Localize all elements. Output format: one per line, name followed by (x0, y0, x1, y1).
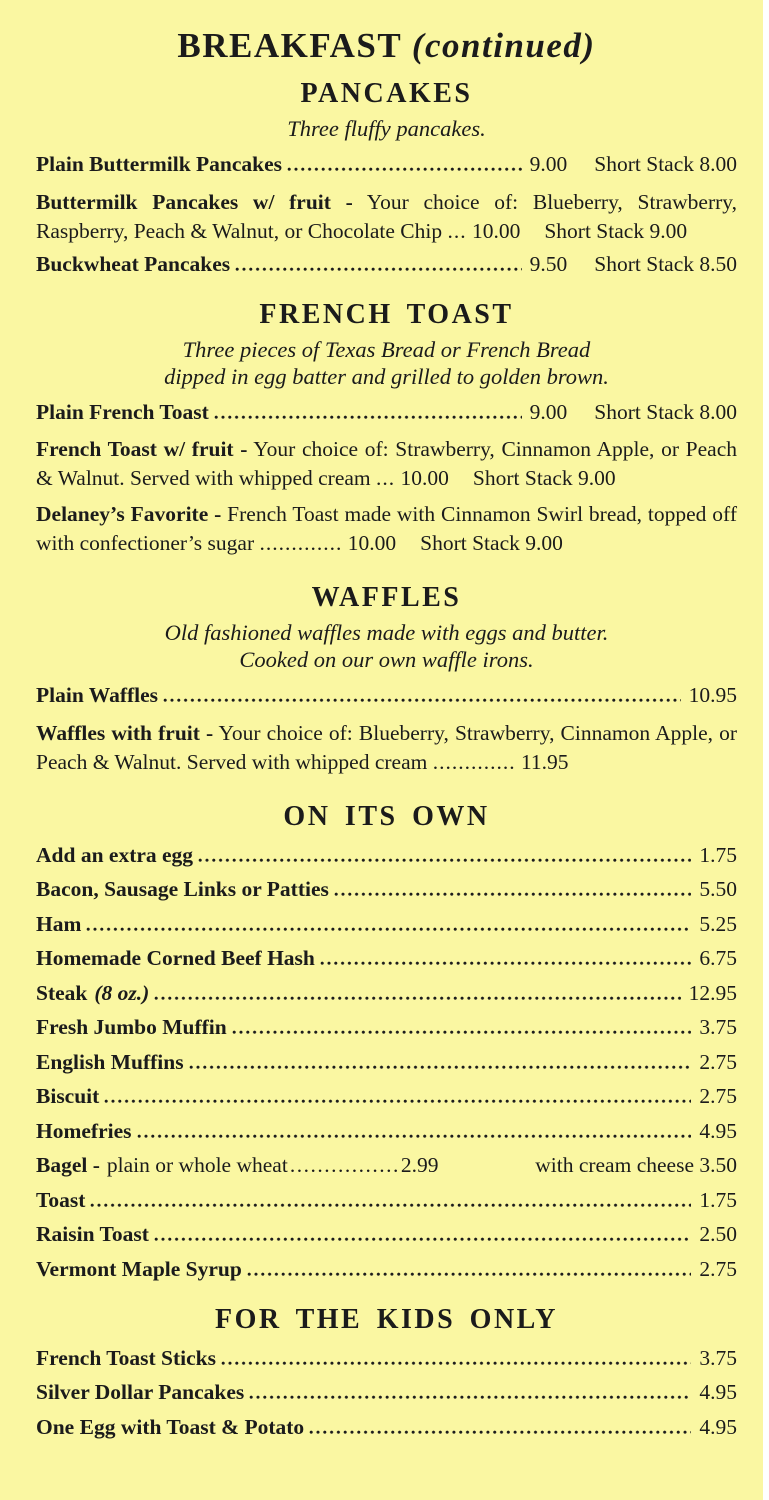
dot-leader (154, 996, 680, 1000)
menu-item-row (36, 1154, 737, 1176)
item-price: 2.75 (699, 1256, 737, 1281)
page-title (36, 26, 737, 66)
section-subtitle-line: Old fashioned waffles made with eggs and butter. (164, 620, 609, 645)
item-name: Ham (36, 911, 82, 936)
item-price: 6.75 (699, 946, 737, 970)
section-heading: PANCAKES (300, 78, 473, 109)
scan-paper-edge (763, 0, 769, 1500)
dot-leader: ... (376, 466, 396, 490)
item-description: plain or whole wheat (106, 1153, 288, 1177)
item-description: Your choice of: Blueberry, Strawberry, Raspberry, Peach & Walnut, or Chocolate Chip (36, 189, 738, 243)
item-price: 11.95 (520, 749, 569, 774)
item-price: 2.99 (400, 1153, 439, 1177)
dot-leader (221, 1361, 691, 1365)
section-on-its-own (36, 801, 737, 1280)
section-waffles (36, 582, 737, 777)
item-name: Steak (36, 980, 88, 1005)
section-items (36, 684, 737, 777)
dot-leader (249, 1395, 691, 1399)
item-extra-price: Short Stack 8.00 (594, 399, 737, 424)
item-name: Raisin Toast (36, 1222, 149, 1246)
dot-leader (154, 1237, 691, 1241)
item-extra-price: with cream cheese 3.50 (535, 1153, 737, 1177)
item-name: French Toast Sticks (36, 1345, 216, 1370)
item-name: Homefries (36, 1118, 132, 1143)
menu-item-row (36, 1189, 737, 1211)
section-subtitle-line: Three fluffy pancakes. (287, 116, 486, 141)
menu-item-row (36, 913, 737, 935)
section-heading: FRENCH TOAST (259, 298, 514, 330)
section-subtitle-line: Cooked on our own waffle irons. (239, 647, 534, 672)
item-name: Buckwheat Pancakes (36, 251, 231, 276)
section-subtitle-line: Three pieces of Texas Bread or French Bread (182, 336, 591, 362)
menu-item-row (36, 1347, 737, 1369)
item-price: 1.75 (699, 842, 737, 867)
dot-leader (214, 415, 522, 419)
item-description: Your choice of: Strawberry, Cinnamon Apple, or Peach & Walnut. Served with whipped cream (36, 437, 738, 490)
dot-leader (334, 892, 692, 896)
dot-leader (137, 1134, 692, 1138)
dot-leader: ... (447, 218, 467, 243)
dot-leader (189, 1065, 692, 1069)
page-title-suffix: (continued) (411, 26, 596, 65)
dot-leader (86, 927, 691, 931)
dot-leader: ................ (289, 1153, 400, 1177)
item-price: 5.50 (699, 877, 737, 901)
menu-item-row (36, 1120, 737, 1142)
section-pancakes (36, 78, 737, 275)
item-extra-price: Short Stack 9.00 (544, 218, 688, 243)
item-name: Plain French Toast (36, 399, 209, 424)
item-extra-price: Short Stack 8.00 (594, 152, 737, 176)
dot-leader (163, 698, 681, 702)
menu-item-row (36, 253, 737, 275)
item-description: Your choice of: Blueberry, Strawberry, Cinnamon Apple, or Peach & Walnut. Served with whipped cream (36, 720, 738, 774)
item-price: 2.50 (699, 1222, 737, 1246)
dot-leader: ............. (259, 531, 343, 555)
item-price: 9.00 (529, 152, 568, 176)
menu-item-row (36, 878, 737, 900)
menu-item-row (36, 982, 737, 1004)
menu-item-row (36, 1051, 737, 1073)
item-price: 4.95 (699, 1380, 737, 1404)
menu-item-row (36, 1223, 737, 1245)
item-price: 3.75 (699, 1345, 737, 1370)
section-heading: ON ITS OWN (283, 800, 490, 832)
item-price: 3.75 (699, 1015, 737, 1039)
menu-item-row (36, 1016, 737, 1038)
menu-item-row (36, 500, 737, 558)
item-name: One Egg with Toast & Potato (36, 1414, 305, 1439)
item-price: 9.50 (529, 251, 568, 276)
dot-leader (198, 858, 691, 862)
item-name: Add an extra egg (36, 842, 194, 867)
item-name: Vermont Maple Syrup (36, 1256, 242, 1281)
dot-leader (287, 167, 522, 171)
dot-leader: ............. (432, 749, 516, 774)
menu-item-row (36, 1258, 737, 1280)
item-extra-price: Short Stack 8.50 (594, 251, 737, 276)
menu-item-row (36, 684, 737, 706)
dot-leader (232, 1030, 692, 1034)
section-items (36, 1347, 737, 1438)
item-price: 2.75 (699, 1084, 737, 1108)
dot-leader (309, 1430, 691, 1434)
item-name: English Muffins (36, 1049, 184, 1074)
section-items (36, 153, 737, 275)
item-extra-price: Short Stack 9.00 (472, 466, 616, 490)
item-price: 1.75 (699, 1187, 737, 1212)
item-name: Toast (36, 1187, 86, 1212)
item-name: French Toast w/ fruit - (36, 437, 248, 461)
item-price: 9.00 (529, 399, 568, 424)
item-name: Plain Waffles (36, 683, 159, 707)
item-name: Bacon, Sausage Links or Patties (36, 877, 329, 901)
dot-leader (320, 961, 692, 965)
item-price: 4.95 (699, 1414, 737, 1439)
menu-item-row (36, 719, 737, 777)
dot-leader (235, 267, 522, 271)
item-name: Fresh Jumbo Muffin (36, 1015, 227, 1039)
item-price: 10.95 (688, 683, 737, 707)
menu-item-row (36, 1416, 737, 1438)
section-items (36, 844, 737, 1280)
menu-item-row (36, 188, 737, 246)
dot-leader (247, 1272, 692, 1276)
section-items (36, 401, 737, 559)
menu-item-row (36, 401, 737, 423)
item-price: 10.00 (400, 466, 449, 490)
page-title-main: BREAKFAST (177, 26, 402, 65)
item-price: 10.00 (347, 531, 397, 555)
dot-leader (90, 1203, 691, 1207)
item-name: Bagel - (36, 1153, 100, 1177)
section-heading: WAFFLES (311, 582, 462, 613)
menu-item-row (36, 1381, 737, 1403)
item-name: Delaney’s Favorite - (36, 502, 222, 526)
item-name: Plain Buttermilk Pancakes (36, 152, 283, 176)
item-name: Buttermilk Pancakes w/ fruit - (36, 189, 353, 214)
dot-leader (104, 1099, 691, 1103)
item-name: Homemade Corned Beef Hash (36, 946, 315, 970)
section-subtitle-line: dipped in egg batter and grilled to golden brown. (164, 363, 609, 389)
section-heading: FOR THE KIDS ONLY (214, 1303, 559, 1335)
item-price: 10.00 (471, 218, 521, 243)
item-price: 4.95 (699, 1118, 737, 1143)
item-name: Biscuit (36, 1084, 100, 1108)
item-description: French Toast made with Cinnamon Swirl bread, topped off with confectioner’s sugar (36, 502, 737, 555)
menu-item-row (36, 947, 737, 969)
menu-item-row (36, 435, 737, 493)
section-french-toast (36, 299, 737, 559)
section-for-the-kids (36, 1304, 737, 1438)
item-price: 12.95 (688, 980, 737, 1005)
item-extra-price: Short Stack 9.00 (420, 531, 563, 555)
item-price: 5.25 (699, 911, 737, 936)
menu-item-row (36, 1085, 737, 1107)
menu-item-row (36, 153, 737, 175)
item-name-portion: (8 oz.) (94, 980, 150, 1005)
item-name: Waffles with fruit - (36, 720, 214, 745)
item-name: Silver Dollar Pancakes (36, 1380, 245, 1404)
item-price: 2.75 (699, 1049, 737, 1074)
menu-item-row (36, 844, 737, 866)
